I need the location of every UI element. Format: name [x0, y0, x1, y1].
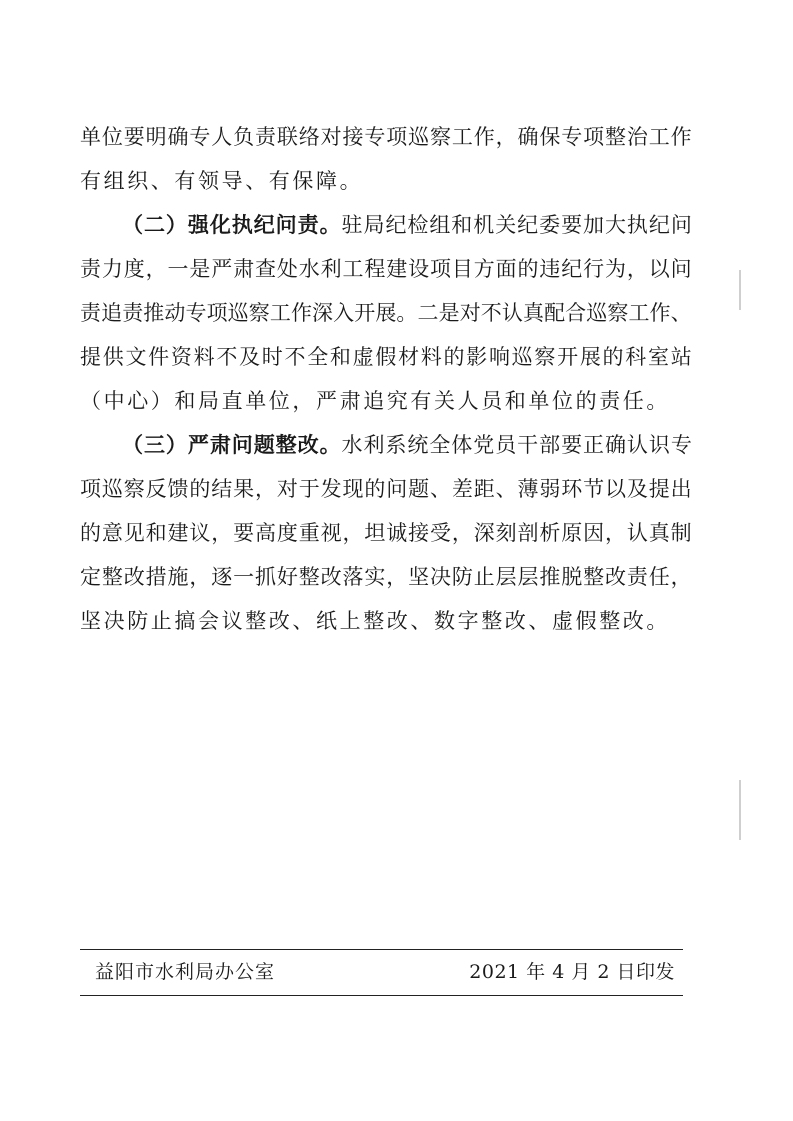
- text-char: 的: [364, 477, 386, 501]
- text-char: 不: [216, 345, 238, 369]
- text-char: 料: [420, 345, 442, 369]
- text-char: 抓: [255, 565, 276, 589]
- text-char: 文: [125, 345, 147, 369]
- text-char: 原: [561, 521, 583, 545]
- body-line-9: [80, 467, 692, 511]
- text-char: 干: [517, 433, 539, 457]
- text-char: 建: [167, 521, 189, 545]
- text-char: 措: [145, 565, 167, 589]
- text-char: 治: [626, 125, 648, 149]
- text-char: 组: [429, 213, 451, 237]
- heading-char: 肃: [209, 432, 231, 457]
- heading-char: 问: [275, 212, 297, 237]
- text-char: 科: [625, 345, 647, 369]
- text-char: 专: [364, 125, 386, 149]
- text-char: 责: [255, 125, 276, 149]
- text-char: 全: [429, 433, 451, 457]
- section-2-heading-line: [80, 203, 692, 247]
- heading-char: ）: [165, 212, 187, 237]
- text-char: 的: [443, 345, 465, 369]
- text-char: 对: [276, 477, 298, 501]
- text-char: 意: [101, 521, 123, 545]
- text-char: 刻: [495, 521, 517, 545]
- text-char: 识: [648, 433, 670, 457]
- text-char: 不: [284, 345, 306, 369]
- text-char: 的: [80, 521, 101, 545]
- text-char: 诚: [386, 521, 408, 545]
- text-char: 专: [185, 301, 207, 325]
- text-char: 作: [670, 125, 692, 149]
- text-char: 明: [145, 125, 167, 149]
- text-char: 室: [647, 345, 669, 369]
- text-char: 全: [307, 345, 329, 369]
- text-char: 、: [430, 477, 451, 501]
- text-char: 展: [375, 301, 397, 325]
- heading-char: （: [122, 212, 143, 237]
- text-char: 设: [408, 257, 430, 281]
- text-char: 责: [80, 257, 101, 281]
- text-char: 假: [375, 345, 397, 369]
- text-char: 巡: [511, 345, 533, 369]
- text-char: 为: [605, 257, 626, 281]
- text-char: 违: [539, 257, 561, 281]
- text-char: 巡: [101, 477, 123, 501]
- text-char: 作: [649, 301, 671, 325]
- text-char: 视: [320, 521, 342, 545]
- text-char: 察: [607, 301, 629, 325]
- body-text: （中心）和局直单位，严肃追究有关人员和单位的责任。: [80, 389, 670, 413]
- text-char: 入: [333, 301, 355, 325]
- text-char: 节: [583, 477, 605, 501]
- text-char: 工: [269, 301, 291, 325]
- text-char: 络: [298, 125, 320, 149]
- text-char: 要: [123, 125, 145, 149]
- text-char: 高: [255, 521, 276, 545]
- text-char: 纪: [648, 213, 670, 237]
- text-char: 接: [342, 125, 364, 149]
- text-char: 受: [430, 521, 451, 545]
- text-char: 追: [101, 301, 123, 325]
- text-char: 制: [670, 521, 692, 545]
- text-char: 是: [438, 301, 460, 325]
- heading-char: 执: [231, 212, 253, 237]
- text-char: 建: [386, 257, 408, 281]
- text-char: 材: [398, 345, 420, 369]
- text-char: 整: [583, 565, 605, 589]
- text-char: 机: [473, 213, 495, 237]
- text-char: 结: [211, 477, 233, 501]
- heading-char: 责: [297, 212, 319, 237]
- text-char: 推: [539, 565, 561, 589]
- body-line-2: [80, 159, 692, 203]
- text-char: 层: [517, 565, 539, 589]
- text-char: 位: [101, 125, 123, 149]
- text-char: ，: [145, 257, 167, 281]
- text-char: 要: [561, 213, 583, 237]
- text-char: 提: [80, 345, 101, 369]
- text-char: 察: [123, 477, 145, 501]
- text-char: 脱: [561, 565, 583, 589]
- text-char: 统: [407, 433, 429, 457]
- text-char: 认: [626, 521, 648, 545]
- section-3-heading-line: [80, 423, 692, 467]
- heading-char: 化: [209, 212, 231, 237]
- text-char: ，: [342, 521, 364, 545]
- text-char: 方: [473, 257, 495, 281]
- text-char: 配: [544, 301, 566, 325]
- text-char: 认: [501, 301, 523, 325]
- text-char: 一: [233, 565, 255, 589]
- text-char: 和: [329, 345, 351, 369]
- text-char: 察: [534, 345, 556, 369]
- text-char: 以: [648, 257, 670, 281]
- text-char: 题: [408, 477, 430, 501]
- text-char: ，: [495, 125, 517, 149]
- text-char: 不: [480, 301, 502, 325]
- text-char: 认: [626, 433, 648, 457]
- text-char: ，: [189, 565, 211, 589]
- text-char: 纪: [517, 213, 539, 237]
- text-char: 深: [473, 521, 495, 545]
- heading-char: （: [122, 432, 143, 457]
- text-char: 人: [211, 125, 233, 149]
- text-char: 是: [189, 257, 211, 281]
- text-char: 的: [517, 257, 539, 281]
- text-char: 定: [80, 565, 101, 589]
- text-char: 项: [206, 301, 228, 325]
- text-char: 实: [364, 565, 386, 589]
- text-char: 查: [255, 257, 276, 281]
- text-char: 保: [539, 125, 561, 149]
- text-char: 提: [648, 477, 670, 501]
- text-char: 问: [386, 477, 408, 501]
- text-char: 真: [522, 301, 544, 325]
- text-char: 决: [430, 565, 451, 589]
- text-char: 以: [605, 477, 626, 501]
- text-char: 整: [298, 565, 320, 589]
- text-char: 出: [670, 477, 692, 501]
- text-char: 要: [561, 433, 583, 457]
- text-char: 响: [488, 345, 510, 369]
- text-char: 层: [495, 565, 517, 589]
- scan-artifact: [739, 270, 741, 310]
- text-char: 专: [670, 433, 692, 457]
- text-char: 工: [451, 125, 473, 149]
- body-line-5: [80, 291, 692, 335]
- text-char: 作: [290, 301, 312, 325]
- text-char: 巡: [586, 301, 608, 325]
- text-char: 站: [670, 345, 692, 369]
- text-char: 巡: [408, 125, 430, 149]
- heading-char: 问: [231, 432, 253, 457]
- text-char: 反: [145, 477, 167, 501]
- text-char: 对: [320, 125, 342, 149]
- text-char: 项: [80, 477, 101, 501]
- text-char: 系: [385, 433, 407, 457]
- body-line-7: [80, 379, 692, 423]
- text-char: 对: [459, 301, 481, 325]
- text-char: 果: [233, 477, 255, 501]
- text-char: 责: [122, 301, 144, 325]
- text-char: 料: [193, 345, 215, 369]
- text-char: 资: [170, 345, 192, 369]
- text-char: 好: [276, 565, 298, 589]
- text-char: 负: [233, 125, 255, 149]
- body-text: 有组织、有领导、有保障。: [80, 169, 364, 193]
- heading-char: 题: [253, 432, 275, 457]
- body-line-4: [80, 247, 692, 291]
- text-char: 正: [583, 433, 605, 457]
- text-char: 深: [312, 301, 334, 325]
- text-char: 目: [451, 257, 473, 281]
- text-char: 改: [320, 565, 342, 589]
- text-char: ，: [386, 565, 408, 589]
- text-char: 差: [451, 477, 473, 501]
- text-char: 面: [495, 257, 517, 281]
- text-char: 问: [670, 257, 692, 281]
- text-char: 单: [80, 125, 101, 149]
- heading-char: 改: [297, 432, 319, 457]
- text-char: 水: [341, 433, 363, 457]
- text-char: 、: [495, 477, 517, 501]
- footer-issue-date: 2021 年 4 月 2 日印发: [469, 961, 675, 983]
- text-char: ，: [670, 565, 692, 589]
- text-char: 专: [189, 125, 211, 149]
- text-char: 员: [495, 433, 517, 457]
- text-char: 责: [626, 565, 648, 589]
- text-char: 动: [164, 301, 186, 325]
- text-char: ，: [626, 257, 648, 281]
- text-char: 利: [363, 433, 385, 457]
- text-char: 施: [167, 565, 189, 589]
- text-char: 开: [557, 345, 579, 369]
- text-char: 联: [276, 125, 298, 149]
- text-char: 局: [363, 213, 385, 237]
- heading-char: 强: [187, 212, 209, 237]
- body-line-11: [80, 555, 692, 599]
- text-char: 因: [583, 521, 605, 545]
- text-char: 弱: [539, 477, 561, 501]
- text-char: 虚: [352, 345, 374, 369]
- text-char: 防: [451, 565, 473, 589]
- text-char: 作: [473, 125, 495, 149]
- footer-bottom-rule: [80, 995, 683, 996]
- text-char: 处: [276, 257, 298, 281]
- text-char: 析: [539, 521, 561, 545]
- text-char: 确: [167, 125, 189, 149]
- text-char: 责: [80, 301, 101, 325]
- text-char: 工: [628, 301, 650, 325]
- text-char: 严: [211, 257, 233, 281]
- heading-char: 三: [143, 432, 165, 457]
- text-char: 纪: [385, 213, 407, 237]
- text-char: 程: [364, 257, 386, 281]
- footer-issuer: 益阳市水利局办公室: [95, 961, 276, 983]
- text-char: 的: [189, 477, 211, 501]
- body-line-6: [80, 335, 692, 379]
- text-char: 距: [473, 477, 495, 501]
- text-char: 件: [148, 345, 170, 369]
- text-char: 和: [451, 213, 473, 237]
- text-char: 度: [123, 257, 145, 281]
- text-char: 要: [233, 521, 255, 545]
- text-char: 薄: [517, 477, 539, 501]
- body-line-10: [80, 511, 692, 555]
- text-char: 、: [670, 301, 692, 325]
- text-char: 二: [417, 301, 439, 325]
- text-char: 肃: [233, 257, 255, 281]
- text-char: 馈: [167, 477, 189, 501]
- heading-char: 。: [319, 432, 341, 457]
- text-char: 整: [605, 125, 626, 149]
- text-char: 行: [583, 257, 605, 281]
- text-char: 加: [583, 213, 605, 237]
- text-char: 项: [583, 125, 605, 149]
- text-char: 推: [143, 301, 165, 325]
- heading-char: 纪: [253, 212, 275, 237]
- text-char: 开: [354, 301, 376, 325]
- text-char: 确: [604, 433, 626, 457]
- text-char: 时: [261, 345, 283, 369]
- text-char: 大: [604, 213, 626, 237]
- text-char: 专: [561, 125, 583, 149]
- text-char: 整: [101, 565, 123, 589]
- text-char: 环: [561, 477, 583, 501]
- document-body: [80, 115, 692, 643]
- text-char: 坚: [408, 565, 430, 589]
- text-char: 巡: [227, 301, 249, 325]
- text-char: 坦: [364, 521, 386, 545]
- text-char: 及: [626, 477, 648, 501]
- text-char: 体: [451, 433, 473, 457]
- text-char: 见: [123, 521, 145, 545]
- text-char: 发: [320, 477, 342, 501]
- text-char: 项: [430, 257, 451, 281]
- body-line-12: [80, 599, 692, 643]
- text-char: 驻: [341, 213, 363, 237]
- text-char: ，: [605, 521, 626, 545]
- text-char: 工: [648, 125, 670, 149]
- text-char: 纪: [561, 257, 583, 281]
- text-char: 真: [648, 521, 670, 545]
- text-char: 问: [670, 213, 692, 237]
- text-char: 逐: [211, 565, 233, 589]
- text-char: 项: [386, 125, 408, 149]
- heading-char: ）: [165, 432, 187, 457]
- text-char: ，: [255, 477, 276, 501]
- text-char: 议: [189, 521, 211, 545]
- text-char: 工: [342, 257, 364, 281]
- heading-char: 二: [143, 212, 165, 237]
- text-char: 力: [101, 257, 123, 281]
- text-char: 确: [517, 125, 539, 149]
- text-char: 检: [407, 213, 429, 237]
- heading-char: 。: [319, 212, 341, 237]
- text-char: 展: [579, 345, 601, 369]
- text-char: 察: [430, 125, 451, 149]
- text-char: 党: [473, 433, 495, 457]
- text-char: ，: [451, 521, 473, 545]
- text-char: 执: [626, 213, 648, 237]
- footer-top-rule: [80, 949, 683, 950]
- text-char: 止: [473, 565, 495, 589]
- text-char: 水: [298, 257, 320, 281]
- heading-char: 整: [275, 432, 297, 457]
- text-char: 影: [466, 345, 488, 369]
- text-char: 关: [495, 213, 517, 237]
- text-char: 一: [167, 257, 189, 281]
- body-line-1: [80, 115, 692, 159]
- text-char: 现: [342, 477, 364, 501]
- text-char: 的: [602, 345, 624, 369]
- text-char: 剖: [517, 521, 539, 545]
- text-char: 于: [298, 477, 320, 501]
- text-char: ，: [211, 521, 233, 545]
- heading-char: 严: [187, 432, 209, 457]
- text-char: 度: [276, 521, 298, 545]
- text-char: 利: [320, 257, 342, 281]
- text-char: 接: [408, 521, 430, 545]
- text-char: 。: [396, 301, 418, 325]
- text-char: 和: [145, 521, 167, 545]
- text-char: 重: [298, 521, 320, 545]
- body-text: 坚决防止搞会议整改、纸上整改、数字整改、虚假整改。: [80, 609, 670, 633]
- text-char: 及: [239, 345, 261, 369]
- text-char: 察: [248, 301, 270, 325]
- text-char: 改: [123, 565, 145, 589]
- text-char: 改: [605, 565, 626, 589]
- text-char: 任: [648, 565, 670, 589]
- text-char: 合: [565, 301, 587, 325]
- text-char: 供: [102, 345, 124, 369]
- text-char: 部: [539, 433, 561, 457]
- text-char: 落: [342, 565, 364, 589]
- text-char: 委: [539, 213, 561, 237]
- scan-artifact: [739, 780, 741, 840]
